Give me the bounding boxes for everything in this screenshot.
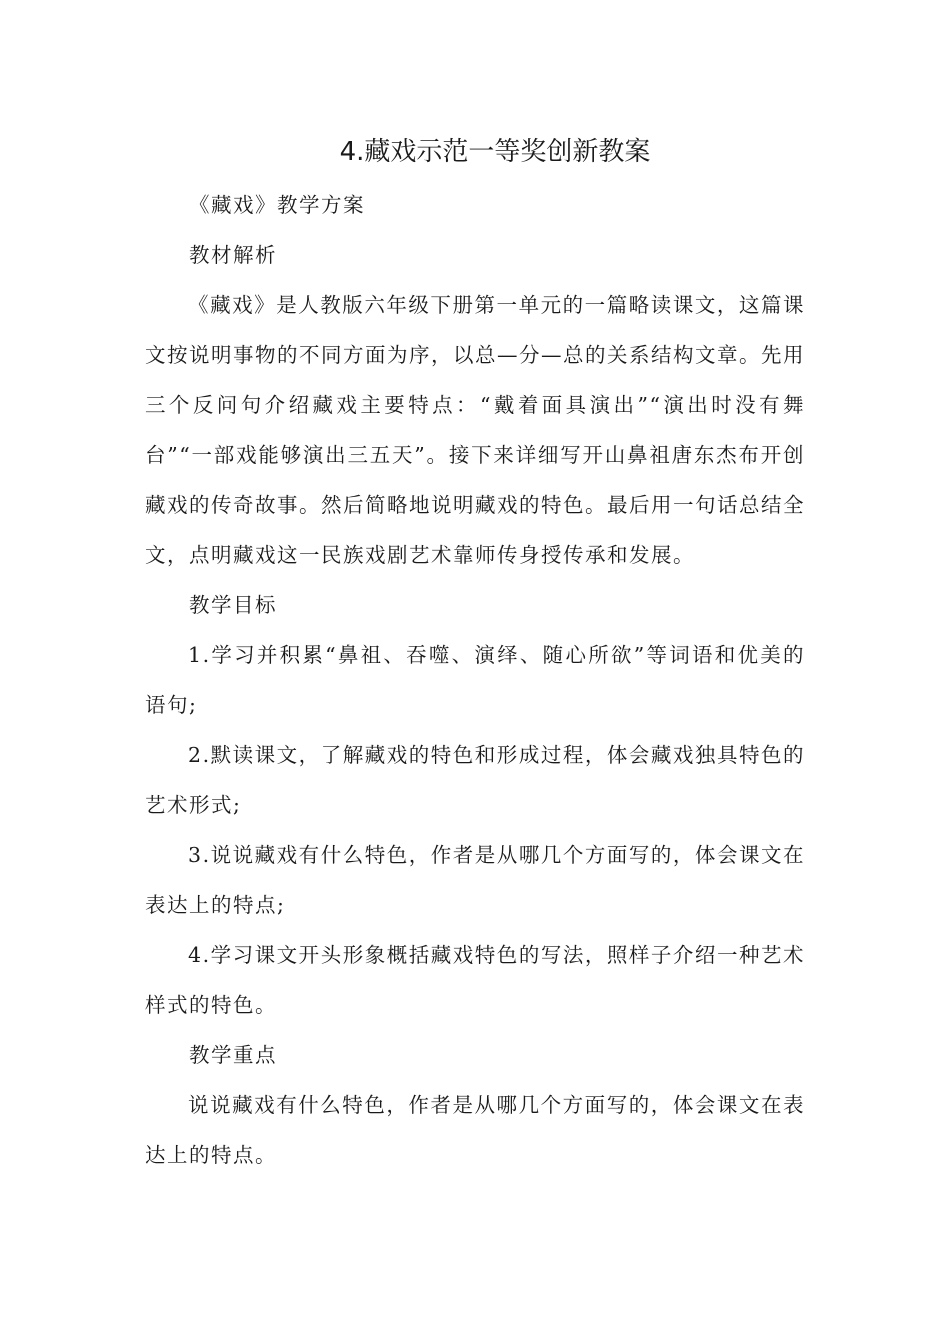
document-title: 4.藏戏示范一等奖创新教案 — [339, 137, 651, 167]
objective-item: 4.学习课文开头形象概括藏戏特色的写法，照样子介绍一种艺术样式的特色。 — [145, 943, 805, 1017]
section-heading: 教学重点 — [189, 1043, 277, 1067]
objective-item: 3.说说藏戏有什么特色，作者是从哪几个方面写的，体会课文在表达上的特点; — [145, 843, 805, 917]
section-heading: 教材解析 — [189, 243, 277, 267]
document-body — [145, 180, 805, 1180]
body-paragraph: 说说藏戏有什么特色，作者是从哪几个方面写的，体会课文在表达上的特点。 — [145, 1093, 805, 1167]
objective-item: 1.学习并积累“鼻祖、吞噬、演绎、随心所欲”等词语和优美的语句; — [145, 643, 805, 717]
section-heading: 教学目标 — [189, 593, 277, 617]
body-paragraph: 《藏戏》是人教版六年级下册第一单元的一篇略读课文，这篇课文按说明事物的不同方面为序，以总—分—总的关系结构文章。先用三个反问句介绍藏戏主要特点：“戴着面具演出”“演出时没有舞台”“一部戏能够演出三五天”。接下来详细写开山鼻祖唐东杰布开创藏戏的传奇故事。然后简略地说明藏戏的特色。最后用一句话总结全文，点明藏戏这一民族戏剧艺术靠师传身授传承和发展。 — [145, 293, 805, 567]
objective-item: 2.默读课文，了解藏戏的特色和形成过程，体会藏戏独具特色的艺术形式; — [145, 743, 805, 817]
section-heading: 《藏戏》教学方案 — [189, 193, 365, 217]
